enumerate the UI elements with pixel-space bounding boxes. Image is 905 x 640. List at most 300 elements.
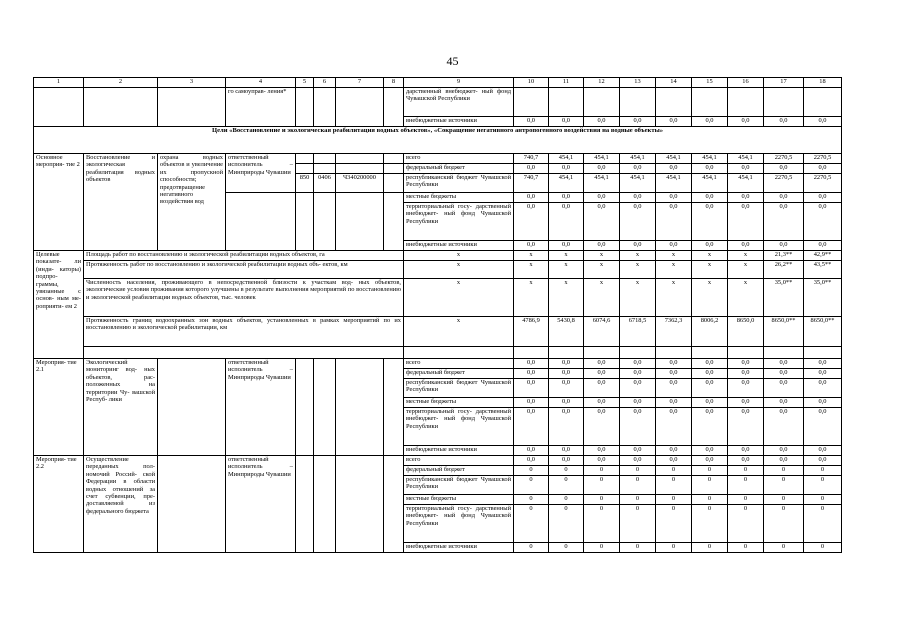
value-cell: 0 <box>514 466 549 476</box>
budget-code-cell <box>336 193 384 251</box>
value-cell: 0,0 <box>764 379 804 398</box>
column-number: 18 <box>804 78 842 88</box>
column-number: 2 <box>84 78 158 88</box>
value-cell: 0,0 <box>584 446 620 456</box>
value-cell: 0,0 <box>620 379 656 398</box>
value-cell: 0 <box>620 466 656 476</box>
budget-code-cell <box>384 88 404 127</box>
value-cell: 0 <box>804 476 842 495</box>
column-number: 17 <box>764 78 804 88</box>
value-cell: 0 <box>728 505 764 543</box>
value-cell: x <box>620 279 656 317</box>
value-cell: 0,0 <box>804 164 842 174</box>
column-number: 4 <box>226 78 296 88</box>
value-cell: 454,1 <box>728 154 764 164</box>
value-cell: 454,1 <box>692 174 728 193</box>
value-cell: 0,0 <box>549 398 584 408</box>
value-cell: 0,0 <box>728 359 764 369</box>
column-number: 15 <box>692 78 728 88</box>
value-cell: 0,0 <box>620 193 656 203</box>
value-cell: 0,0 <box>692 241 728 251</box>
value-cell <box>620 347 656 359</box>
budget-code-cell <box>336 164 384 174</box>
value-cell: 0 <box>514 476 549 495</box>
value-cell: 0,0 <box>804 203 842 241</box>
value-cell: 0,0 <box>549 369 584 379</box>
value-cell: 0,0 <box>584 241 620 251</box>
value-cell: 8006,2 <box>692 317 728 347</box>
value-cell: 0,0 <box>514 379 549 398</box>
vr-cell <box>384 154 404 164</box>
value-cell: 6074,6 <box>584 317 620 347</box>
value-cell: 0,0 <box>804 398 842 408</box>
executor-cell: ответственный исполнитель – Минприроды Чувашии <box>226 456 296 553</box>
funding-source: республиканский бюджет Чувашской Республики <box>404 379 514 398</box>
value-cell: 0 <box>549 505 584 543</box>
value-cell: 0 <box>692 466 728 476</box>
value-cell: 0,0 <box>728 369 764 379</box>
value-cell: 0,0 <box>692 446 728 456</box>
rz-cell: 0406 <box>314 174 336 193</box>
value-cell: 0,0 <box>620 446 656 456</box>
table-row <box>34 359 842 369</box>
value-cell: 0 <box>764 495 804 505</box>
value-cell: 0 <box>804 543 842 553</box>
value-cell: 8650,0 <box>728 317 764 347</box>
budget-code-cell <box>296 88 314 127</box>
value-cell: 0,0 <box>728 398 764 408</box>
value-cell: 0,0 <box>656 203 692 241</box>
budget-code-cell <box>336 88 384 127</box>
value-cell: 454,1 <box>584 154 620 164</box>
targets-label: Целевые показате- ли (инди- каторы) подпро- граммы, увязанные с основ- ным ме- роприяти- ем 2 <box>34 251 84 359</box>
value-cell: 454,1 <box>620 174 656 193</box>
value-cell: 0,0 <box>584 369 620 379</box>
value-cell <box>514 88 549 117</box>
value-cell <box>549 347 584 359</box>
value-cell: 0,0 <box>656 193 692 203</box>
budget-code-cell <box>314 456 336 553</box>
budget-code-cell <box>314 164 336 174</box>
budget-code-cell <box>384 193 404 251</box>
value-cell: 0 <box>728 495 764 505</box>
value-cell: 740,7 <box>514 174 549 193</box>
value-cell: 0 <box>728 543 764 553</box>
value-cell: 0,0 <box>656 398 692 408</box>
value-cell: 0,0 <box>620 359 656 369</box>
value-cell: 0,0 <box>620 241 656 251</box>
activity-name: Экологический мониторинг вод- ных объектов, рас- положенных на территории Чу- вашской Респуб- лики <box>84 359 158 456</box>
value-cell: 0 <box>692 543 728 553</box>
indicator-text: Протяженность работ по восстановлению и экологической реабилитации водных объ- ектов, км <box>84 261 404 279</box>
value-cell: 454,1 <box>656 154 692 164</box>
purpose-cell: охрана водных объектов и увеличение их пропускной способности; предотвращение негативного воздействия вод <box>158 154 226 251</box>
funding-source: республиканский бюджет Чувашской Республики <box>404 476 514 495</box>
executor-cell: ответственный исполнитель – Минприроды Чувашии <box>226 359 296 456</box>
value-cell: 0,0 <box>620 117 656 127</box>
value-cell: 0 <box>656 505 692 543</box>
funding-source: территориальный госу- дарственный внебюджет- ный фонд Чувашской Республики <box>404 505 514 543</box>
value-cell: 0,0 <box>692 117 728 127</box>
funding-source: местные бюджеты <box>404 193 514 203</box>
value-cell: 0,0 <box>549 203 584 241</box>
value-cell: 0,0 <box>764 446 804 456</box>
value-cell: 454,1 <box>656 174 692 193</box>
value-cell: 454,1 <box>584 174 620 193</box>
funding-source: всего <box>404 359 514 369</box>
value-cell: 0 <box>620 505 656 543</box>
column-number: 11 <box>549 78 584 88</box>
budget-code-cell <box>384 359 404 456</box>
value-cell <box>804 347 842 359</box>
value-cell: 0,0 <box>584 164 620 174</box>
value-cell: 26,2** <box>764 261 804 279</box>
value-cell: 0 <box>549 495 584 505</box>
value-cell: 0,0 <box>804 408 842 446</box>
value-cell: 2270,5 <box>764 174 804 193</box>
value-cell: 0,0 <box>764 117 804 127</box>
budget-code-cell <box>314 359 336 456</box>
value-cell: 0,0 <box>514 369 549 379</box>
value-cell: 0,0 <box>764 359 804 369</box>
value-cell: 0 <box>804 495 842 505</box>
value-cell: 0,0 <box>584 379 620 398</box>
value-cell: 0 <box>514 505 549 543</box>
funding-source: всего <box>404 154 514 164</box>
funding-source: внебюджетные источники <box>404 117 514 127</box>
value-cell: 0,0 <box>656 117 692 127</box>
target-row <box>34 347 842 359</box>
value-cell: 0,0 <box>514 446 549 456</box>
value-cell <box>764 347 804 359</box>
funding-source: федеральный бюджет <box>404 369 514 379</box>
value-cell: 0,0 <box>656 408 692 446</box>
indicator-mark: x <box>404 279 514 317</box>
value-cell: 0,0 <box>656 241 692 251</box>
budget-code-cell <box>296 359 314 456</box>
value-cell: 0,0 <box>620 408 656 446</box>
value-cell <box>692 88 728 117</box>
budget-code-cell <box>314 193 336 251</box>
funding-source: всего <box>404 456 514 466</box>
value-cell: x <box>728 279 764 317</box>
funding-source: местные бюджеты <box>404 398 514 408</box>
value-cell: 0 <box>514 495 549 505</box>
value-cell: 0,0 <box>692 456 728 466</box>
value-cell: x <box>514 251 549 261</box>
purpose-cell <box>158 88 226 127</box>
value-cell: 0 <box>764 466 804 476</box>
page-number: 45 <box>446 54 459 68</box>
activity-name: Осуществление переданных пол- номочий Россий- ской Федерации в области водных отношений за счет субвенции, пре- доставляемой из федерального бюджета <box>84 456 158 553</box>
value-cell: 0 <box>656 466 692 476</box>
value-cell: 740,7 <box>514 154 549 164</box>
vr-cell <box>384 174 404 193</box>
budget-code-cell <box>314 88 336 127</box>
value-cell: 0 <box>549 476 584 495</box>
funding-source: внебюджетные источники <box>404 543 514 553</box>
value-cell: 0 <box>584 543 620 553</box>
column-number: 1 <box>34 78 84 88</box>
value-cell: 0,0 <box>584 203 620 241</box>
value-cell: 0,0 <box>692 408 728 446</box>
value-cell: 0,0 <box>692 203 728 241</box>
value-cell: 0,0 <box>804 369 842 379</box>
value-cell: 0,0 <box>804 379 842 398</box>
value-cell: 0,0 <box>620 203 656 241</box>
value-cell: 6718,5 <box>620 317 656 347</box>
value-cell: 0 <box>656 495 692 505</box>
value-cell: 0,0 <box>549 408 584 446</box>
program-table <box>33 77 842 553</box>
value-cell: 0,0 <box>692 379 728 398</box>
value-cell: x <box>549 251 584 261</box>
value-cell: 0,0 <box>514 193 549 203</box>
value-cell: 454,1 <box>692 154 728 164</box>
rz-cell <box>314 154 336 164</box>
table-row <box>34 456 842 466</box>
value-cell: 0,0 <box>549 456 584 466</box>
value-cell: 0 <box>620 476 656 495</box>
value-cell: 0,0 <box>804 359 842 369</box>
funding-source: федеральный бюджет <box>404 164 514 174</box>
value-cell: x <box>549 261 584 279</box>
value-cell: 0 <box>549 543 584 553</box>
status-cell: Мероприя- тие 2.1 <box>34 359 84 456</box>
indicator-text <box>84 347 404 359</box>
goal-row <box>34 127 842 154</box>
indicator-text: Протяженность границ водоохранных зон водных объектов, установленных в рамках мероприятий по их восстановлению и экологической реабилитации, км <box>84 317 404 347</box>
target-row <box>34 279 842 317</box>
value-cell: 2270,5 <box>764 154 804 164</box>
executor-cell: ответственный исполнитель – Минприроды Чувашии <box>226 154 296 193</box>
value-cell: 0,0 <box>584 456 620 466</box>
value-cell: 0 <box>549 466 584 476</box>
funding-source: внебюджетные источники <box>404 446 514 456</box>
value-cell: 0,0 <box>804 241 842 251</box>
value-cell: x <box>620 251 656 261</box>
value-cell: 454,1 <box>549 174 584 193</box>
value-cell: 0,0 <box>584 408 620 446</box>
value-cell: 0,0 <box>728 408 764 446</box>
value-cell: x <box>692 279 728 317</box>
value-cell: 0,0 <box>692 369 728 379</box>
value-cell: 0 <box>584 505 620 543</box>
column-number: 8 <box>384 78 404 88</box>
value-cell: 0,0 <box>692 359 728 369</box>
value-cell: 0,0 <box>549 446 584 456</box>
value-cell: 0,0 <box>620 369 656 379</box>
value-cell: 0,0 <box>514 241 549 251</box>
value-cell <box>656 347 692 359</box>
value-cell: x <box>584 261 620 279</box>
value-cell: 0 <box>804 466 842 476</box>
value-cell: 0 <box>584 495 620 505</box>
value-cell <box>804 88 842 117</box>
budget-code-cell <box>336 359 384 456</box>
funding-source: дарственный внебюджет- ный фонд Чувашской Республики <box>404 88 514 117</box>
value-cell: 0,0 <box>656 359 692 369</box>
value-cell: 0 <box>514 543 549 553</box>
value-cell: 0,0 <box>549 117 584 127</box>
value-cell: 0,0 <box>549 359 584 369</box>
value-cell: 0,0 <box>728 164 764 174</box>
column-number: 10 <box>514 78 549 88</box>
value-cell <box>584 347 620 359</box>
value-cell: 7362,3 <box>656 317 692 347</box>
value-cell: 0,0 <box>514 203 549 241</box>
value-cell: 0,0 <box>728 379 764 398</box>
goal-title: Цели «Восстановление и экологическая реабилитация водных объектов», «Сокращение негативного антропогенного воздействия на водные объекты» <box>34 127 842 154</box>
value-cell: 0,0 <box>514 408 549 446</box>
value-cell: x <box>584 251 620 261</box>
value-cell <box>514 347 549 359</box>
indicator-text: Площадь работ по восстановлению и экологической реабилитации водных объектов, га <box>84 251 404 261</box>
value-cell: x <box>656 279 692 317</box>
value-cell: 0,0 <box>620 456 656 466</box>
target-row <box>34 317 842 347</box>
budget-code-cell <box>296 164 314 174</box>
value-cell: 0 <box>692 476 728 495</box>
value-cell: 0,0 <box>764 164 804 174</box>
value-cell: 0,0 <box>728 446 764 456</box>
value-cell: 0,0 <box>728 241 764 251</box>
value-cell: 0,0 <box>656 379 692 398</box>
funding-source: местные бюджеты <box>404 495 514 505</box>
value-cell: 42,9** <box>804 251 842 261</box>
column-number: 7 <box>336 78 384 88</box>
value-cell: x <box>584 279 620 317</box>
budget-code-cell <box>384 164 404 174</box>
value-cell: 2270,5 <box>804 174 842 193</box>
value-cell: 0,0 <box>656 369 692 379</box>
value-cell: 0 <box>656 476 692 495</box>
indicator-text: Численность населения, проживающего в непосредственной близости к участкам вод- ных объектов, экологические условия проживания которого улучшены в результате выполнения мероприятий по восстановлению и экологической реабилитации водных объектов, тыс. человек <box>84 279 404 317</box>
value-cell: x <box>514 279 549 317</box>
indicator-mark: x <box>404 251 514 261</box>
value-cell: 0,0 <box>584 193 620 203</box>
funding-source: республиканский бюджет Чувашской Республики <box>404 174 514 193</box>
csr-cell <box>336 154 384 164</box>
value-cell: 0 <box>620 495 656 505</box>
value-cell: 0,0 <box>549 379 584 398</box>
value-cell: 0,0 <box>584 359 620 369</box>
value-cell: 454,1 <box>549 154 584 164</box>
indicator-mark: x <box>404 261 514 279</box>
value-cell: 0,0 <box>692 164 728 174</box>
column-number: 13 <box>620 78 656 88</box>
value-cell: 8650,0** <box>804 317 842 347</box>
value-cell <box>728 88 764 117</box>
value-cell: 0 <box>764 505 804 543</box>
value-cell: 0 <box>584 466 620 476</box>
value-cell: 0,0 <box>656 456 692 466</box>
value-cell: 4786,9 <box>514 317 549 347</box>
grbs-cell <box>296 154 314 164</box>
column-number: 9 <box>404 78 514 88</box>
status-cell: Основное мероприя- тие 2 <box>34 154 84 251</box>
activity-name: Восстановление и экологическая реабилитация водных объектов <box>84 154 158 251</box>
table-row <box>34 88 842 117</box>
budget-code-cell <box>384 456 404 553</box>
value-cell: 21,3** <box>764 251 804 261</box>
value-cell: 0,0 <box>764 203 804 241</box>
value-cell: 0,0 <box>620 398 656 408</box>
column-number: 3 <box>158 78 226 88</box>
value-cell: 0,0 <box>764 241 804 251</box>
value-cell: x <box>549 279 584 317</box>
column-number: 12 <box>584 78 620 88</box>
indicator-mark: x <box>404 317 514 347</box>
value-cell: 0 <box>804 505 842 543</box>
grbs-cell: 850 <box>296 174 314 193</box>
value-cell: 0,0 <box>692 193 728 203</box>
value-cell: 0 <box>728 476 764 495</box>
value-cell: 0,0 <box>764 408 804 446</box>
value-cell: 454,1 <box>728 174 764 193</box>
funding-source: внебюджетные источники <box>404 241 514 251</box>
executor-cell: го самоуправ- ления* <box>226 88 296 127</box>
value-cell: 0 <box>728 466 764 476</box>
value-cell: 0,0 <box>549 193 584 203</box>
value-cell: 454,1 <box>620 154 656 164</box>
purpose-cell <box>158 359 226 456</box>
value-cell: 0,0 <box>804 446 842 456</box>
value-cell: x <box>620 261 656 279</box>
value-cell: 0,0 <box>764 398 804 408</box>
value-cell: 5430,8 <box>549 317 584 347</box>
budget-code-cell <box>296 456 314 553</box>
budget-code-cell <box>336 456 384 553</box>
value-cell: 0,0 <box>804 117 842 127</box>
value-cell <box>728 347 764 359</box>
target-row <box>34 251 842 261</box>
value-cell: 0,0 <box>549 164 584 174</box>
value-cell: x <box>692 261 728 279</box>
value-cell: 0,0 <box>764 193 804 203</box>
value-cell: 0,0 <box>514 117 549 127</box>
value-cell: x <box>656 251 692 261</box>
value-cell: 0,0 <box>728 203 764 241</box>
value-cell: 43,5** <box>804 261 842 279</box>
column-number: 14 <box>656 78 692 88</box>
value-cell: x <box>728 261 764 279</box>
value-cell: 0 <box>656 543 692 553</box>
value-cell: 0,0 <box>692 398 728 408</box>
value-cell: 0 <box>584 476 620 495</box>
table-row <box>34 154 842 164</box>
funding-source: федеральный бюджет <box>404 466 514 476</box>
value-cell: 0,0 <box>584 398 620 408</box>
value-cell: 0,0 <box>514 398 549 408</box>
value-cell: 35,0** <box>764 279 804 317</box>
column-number: 5 <box>296 78 314 88</box>
purpose-cell <box>158 456 226 553</box>
column-number: 16 <box>728 78 764 88</box>
status-cell <box>34 88 84 127</box>
value-cell <box>549 88 584 117</box>
value-cell: 0,0 <box>728 456 764 466</box>
value-cell <box>584 88 620 117</box>
value-cell: x <box>692 251 728 261</box>
value-cell: 0,0 <box>514 456 549 466</box>
value-cell: x <box>514 261 549 279</box>
funding-source: территориальный госу- дарственный внебюджет- ный фонд Чувашской Республики <box>404 408 514 446</box>
value-cell: 35,0** <box>804 279 842 317</box>
column-number-row <box>34 78 842 88</box>
status-cell: Мероприя- тие 2.2 <box>34 456 84 553</box>
csr-cell: Ч340200000 <box>336 174 384 193</box>
